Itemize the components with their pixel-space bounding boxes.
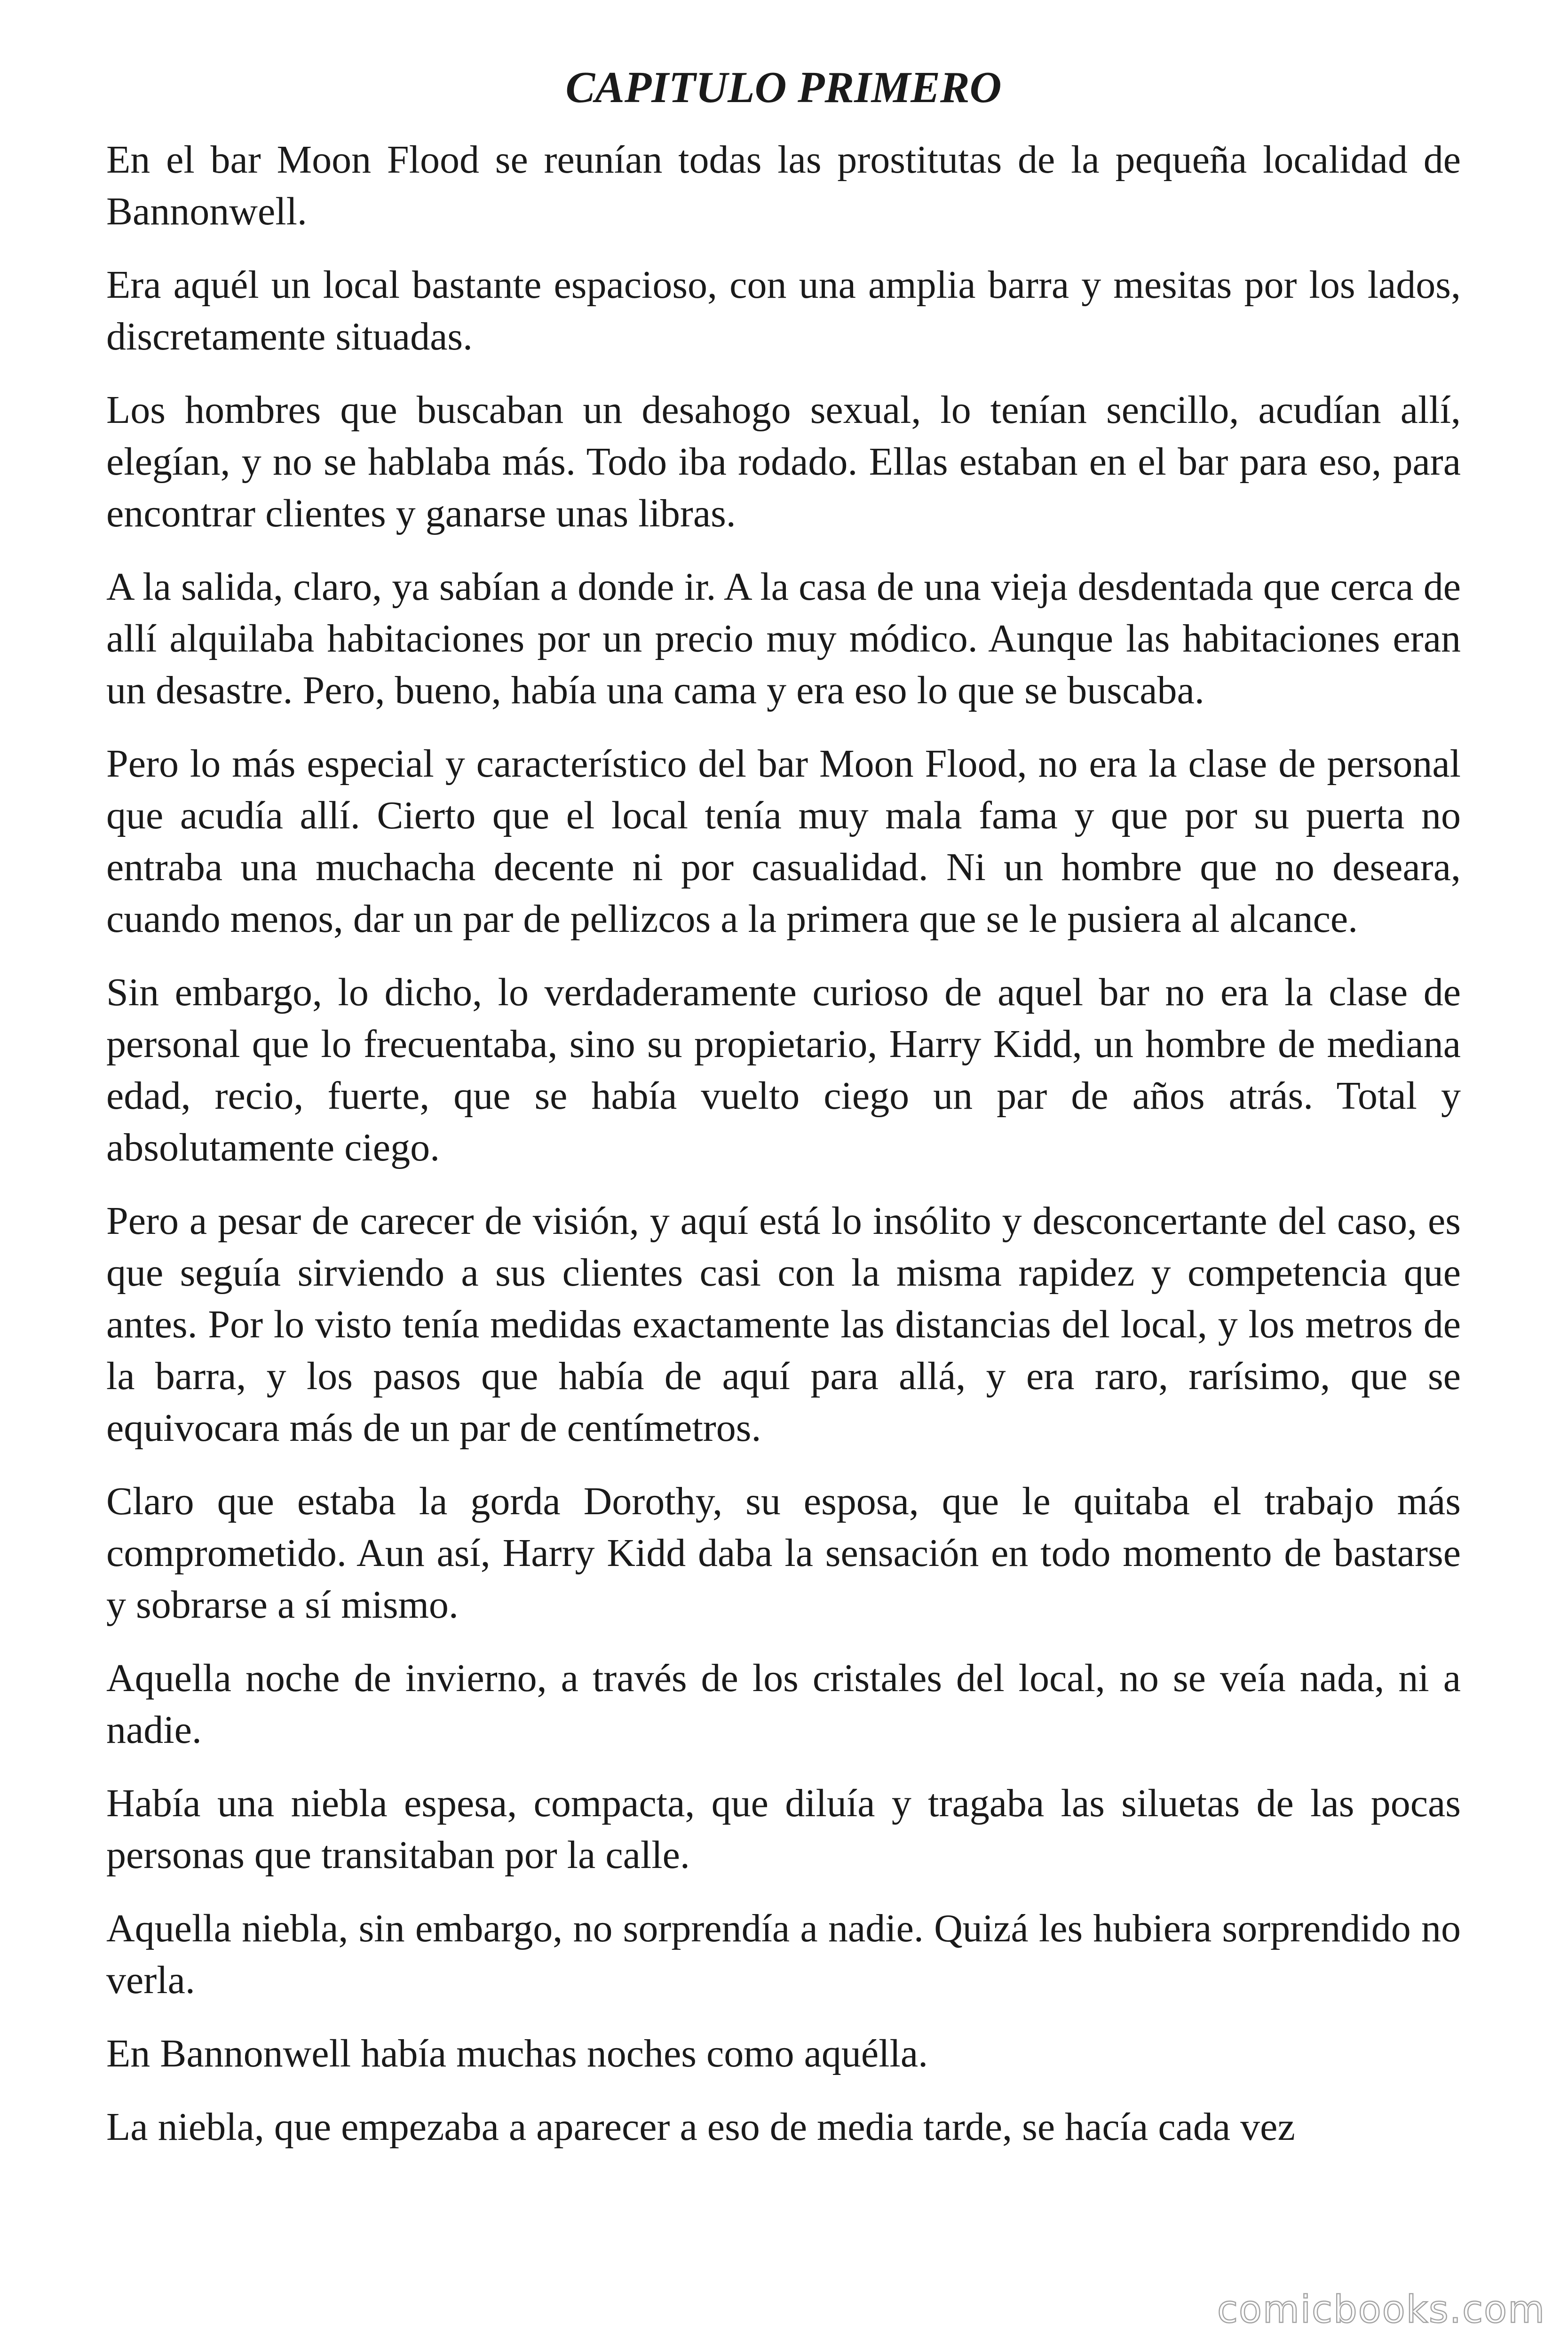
page-body	[106, 61, 1461, 2153]
paragraph: Claro que estaba la gorda Dorothy, su esposa, que le quitaba el trabajo más comprometido. Aun así, Harry Kidd daba la sensación en todo momento de bastarse y sobrarse a sí mismo.	[106, 1479, 1461, 1627]
chapter-title: CAPITULO PRIMERO	[565, 63, 1002, 112]
paragraph: Aquella niebla, sin embargo, no sorprendía a nadie. Quizá les hubiera sorprendido no verla.	[106, 1906, 1461, 2002]
paragraph: A la salida, claro, ya sabían a donde ir. A la casa de una vieja desdentada que cerca de allí alquilaba habitaciones por un precio muy módico. Aunque las habitaciones eran un desastre. Pero, bueno, había una cama y era eso lo que se buscaba.	[106, 564, 1461, 712]
paragraph: Había una niebla espesa, compacta, que diluía y tragaba las siluetas de las pocas personas que transitaban por la calle.	[106, 1781, 1461, 1877]
paragraph: Sin embargo, lo dicho, lo verdaderamente curioso de aquel bar no era la clase de personal que lo frecuentaba, sino su propietario, Harry Kidd, un hombre de mediana edad, recio, fuerte, que se había vuelto ciego un par de años atrás. Total y absolutamente ciego.	[106, 970, 1461, 1169]
paragraph: Los hombres que buscaban un desahogo sexual, lo tenían sencillo, acudían allí, elegían, y no se hablaba más. Todo iba rodado. Ellas estaban en el bar para eso, para encontrar clientes y ganarse unas libras.	[106, 388, 1461, 535]
paragraph: En el bar Moon Flood se reunían todas las prostitutas de la pequeña localidad de Bannonwell.	[106, 137, 1461, 233]
paragraph: Pero lo más especial y característico del bar Moon Flood, no era la clase de personal que acudía allí. Cierto que el local tenía muy mala fama y que por su puerta no entraba una muchacha decente ni por casualidad. Ni un hombre que no deseara, cuando menos, dar un par de pellizcos a la primera que se le pusiera al alcance.	[106, 741, 1461, 941]
paragraph: Era aquél un local bastante espacioso, con una amplia barra y mesitas por los lados, discretamente situadas.	[106, 262, 1461, 358]
paragraph: En Bannonwell había muchas noches como aquélla.	[106, 2031, 928, 2075]
paragraph: Pero a pesar de carecer de visión, y aquí está lo insólito y desconcertante del caso, es que seguía sirviendo a sus clientes casi con la misma rapidez y competencia que antes. Por lo visto tenía medidas exactamente las distancias del local, y los metros de la barra, y los pasos que había de aquí para allá, y era raro, rarísimo, que se equivocara más de un par de centímetros.	[106, 1199, 1461, 1450]
paragraph: Aquella noche de invierno, a través de los cristales del local, no se veía nada, ni a nadie.	[106, 1656, 1461, 1752]
paragraph: La niebla, que empezaba a aparecer a eso de media tarde, se hacía cada vez	[106, 2105, 1295, 2149]
watermark: comicbooks.com	[1217, 2288, 1545, 2331]
